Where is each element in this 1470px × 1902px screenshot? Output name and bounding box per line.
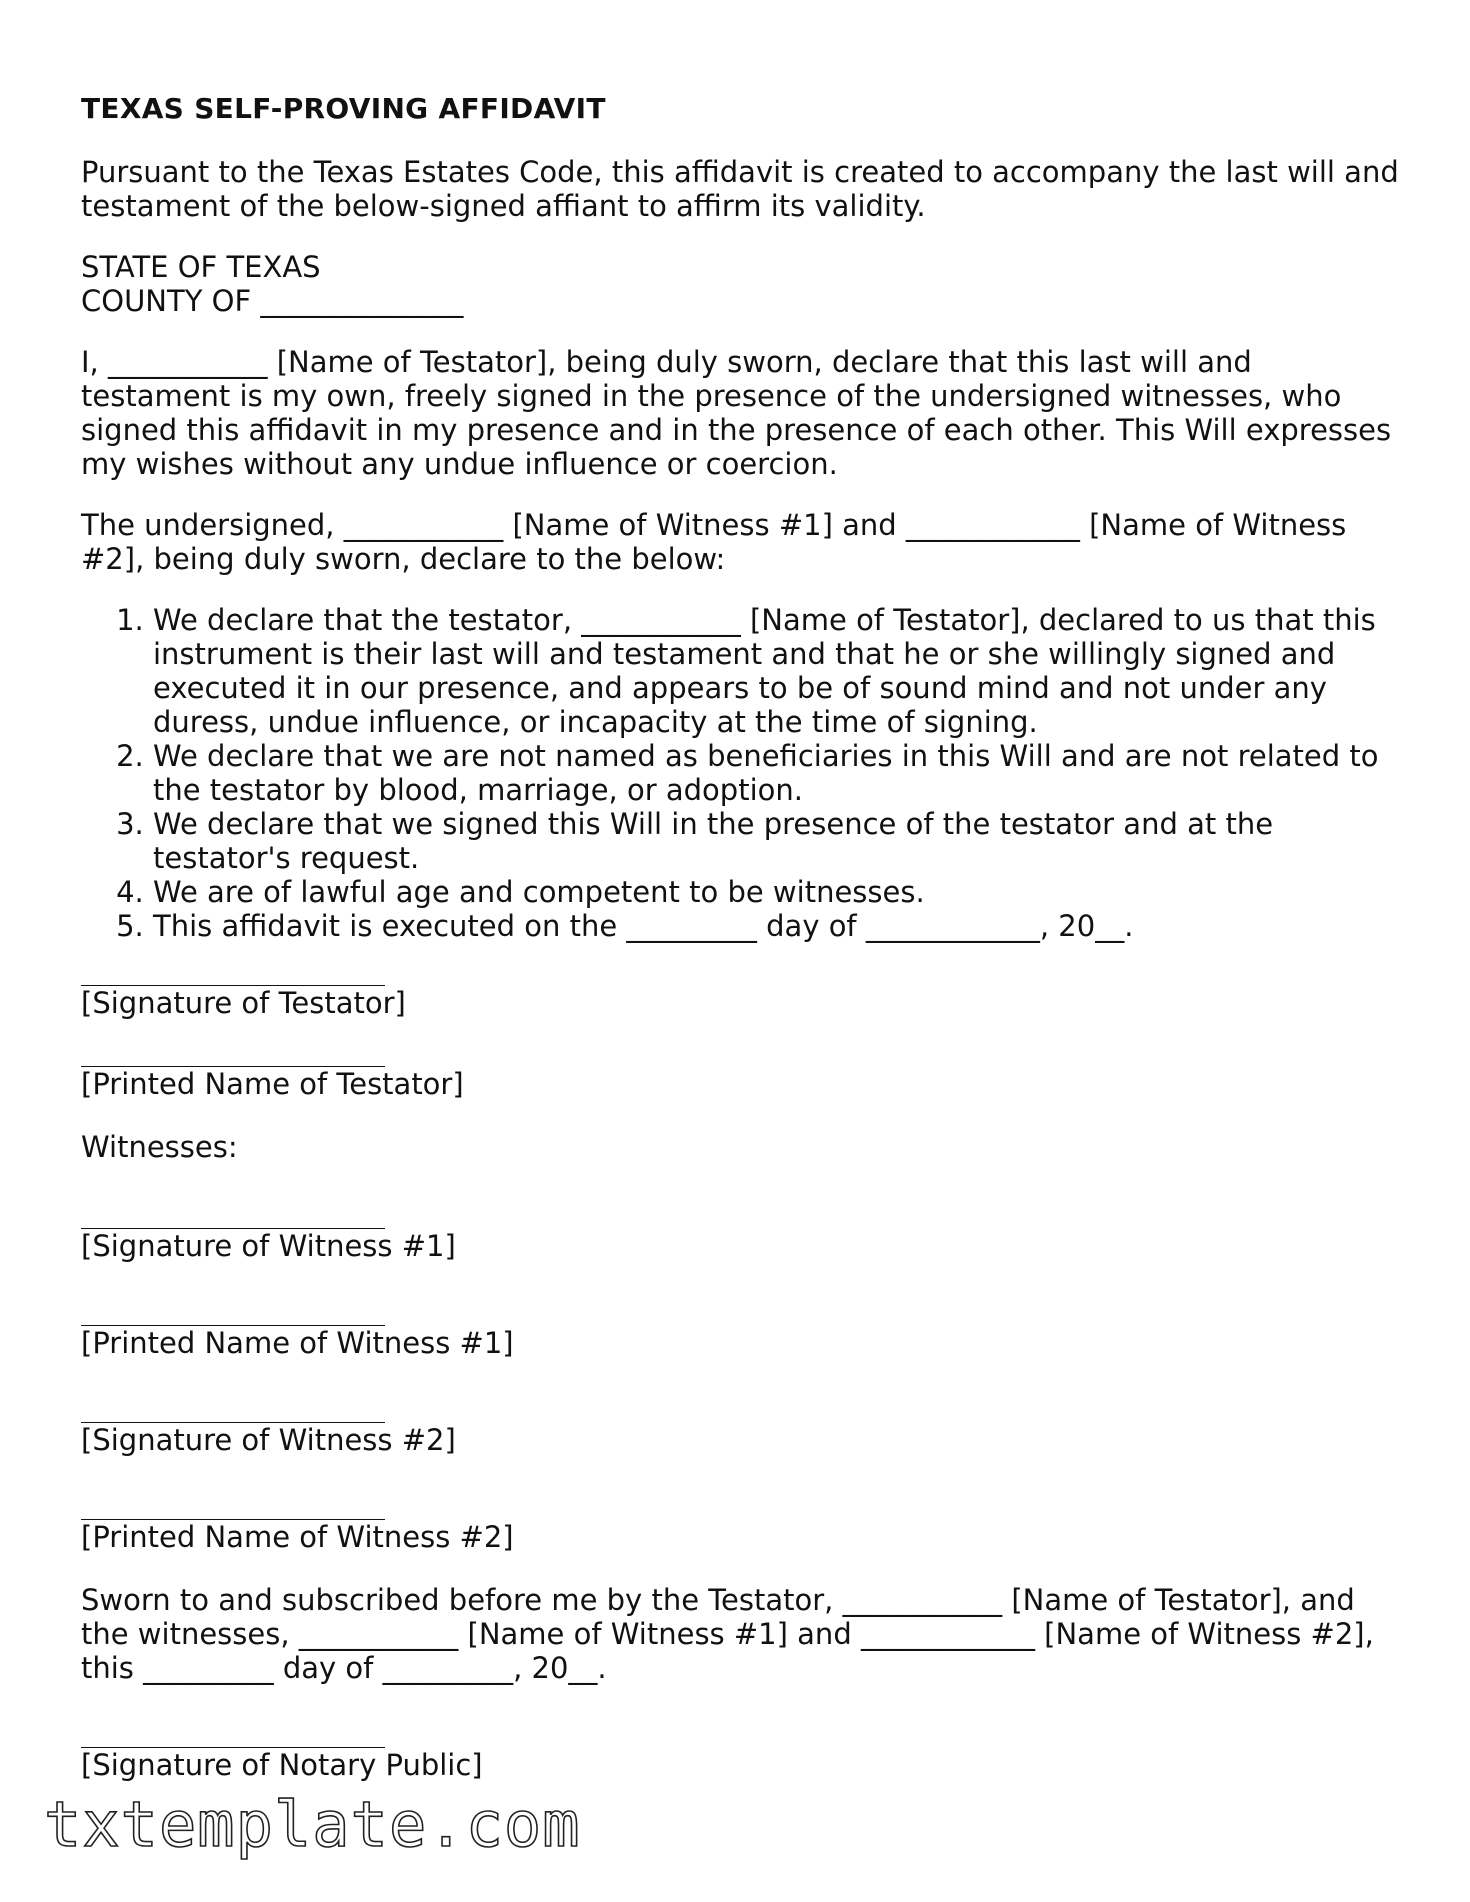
witness2-printed-label: [Printed Name of Witness #2] (81, 1520, 514, 1554)
notary-signature-label: [Signature of Notary Public] (81, 1748, 483, 1782)
witness2-signature-block (81, 1422, 1401, 1457)
witness1-printed-label: [Printed Name of Witness #1] (81, 1326, 514, 1360)
site-watermark: txtemplate.com (44, 1788, 581, 1861)
testator-printed-block (81, 1066, 1401, 1101)
declaration-item: 4. We are of lawful age and competent to be witnesses. (153, 875, 1401, 909)
venue-state: STATE OF TEXAS (81, 250, 321, 284)
witness1-signature-block (81, 1228, 1401, 1263)
testator-printed-label: [Printed Name of Testator] (81, 1067, 464, 1101)
testator-signature-label: [Signature of Testator] (81, 986, 406, 1020)
declarations-list (81, 603, 1401, 943)
witness-intro: The undersigned, ___________ [Name of Witness #1] and ____________ [Name of Witness #2], being duly sworn, declare to the below: (81, 508, 1347, 576)
witness1-signature-label: [Signature of Witness #1] (81, 1229, 456, 1263)
witness2-printed-block (81, 1519, 1401, 1554)
declaration-item: 1. We declare that the testator, ___________ [Name of Testator], declared to us that this instrument is their last will and testament and that he or she willingly signed and executed it in our presence, and appears to be of sound mind and not under any duress, undue influence, or incapacity at the time of signing. (153, 603, 1401, 739)
venue-county: COUNTY OF ______________ (81, 284, 464, 318)
notary-statement: Sworn to and subscribed before me by the Testator, ___________ [Name of Testator], and the witnesses, ___________ [Name of Witness #1] and ____________ [Name of Witness #2], this _________ day of _________, 20__. (81, 1583, 1374, 1685)
document-title: TEXAS SELF-PROVING AFFIDAVIT (81, 92, 606, 125)
document-page (81, 92, 1401, 1782)
witness2-signature-label: [Signature of Witness #2] (81, 1423, 456, 1457)
declaration-item: 5. This affidavit is executed on the _________ day of ____________, 20__. (153, 909, 1401, 943)
testator-signature-block (81, 985, 1401, 1020)
witnesses-heading: Witnesses: (81, 1130, 238, 1164)
venue-block (81, 250, 1401, 318)
notary-signature-block (81, 1747, 1401, 1782)
declaration-item: 3. We declare that we signed this Will in the presence of the testator and at the testator's request. (153, 807, 1401, 875)
declaration-item: 2. We declare that we are not named as beneficiaries in this Will and are not related to the testator by blood, marriage, or adoption. (153, 739, 1401, 807)
witness1-printed-block (81, 1325, 1401, 1360)
testator-declaration: I, ___________ [Name of Testator], being duly sworn, declare that this last will and testament is my own, freely signed in the presence of the undersigned witnesses, who signed this affidavit in my presence and in the presence of each other. This Will expresses my wishes without any undue influence or coercion. (81, 345, 1392, 481)
intro-paragraph: Pursuant to the Texas Estates Code, this affidavit is created to accompany the last will and testament of the below-signed affiant to affirm its validity. (81, 155, 1399, 223)
